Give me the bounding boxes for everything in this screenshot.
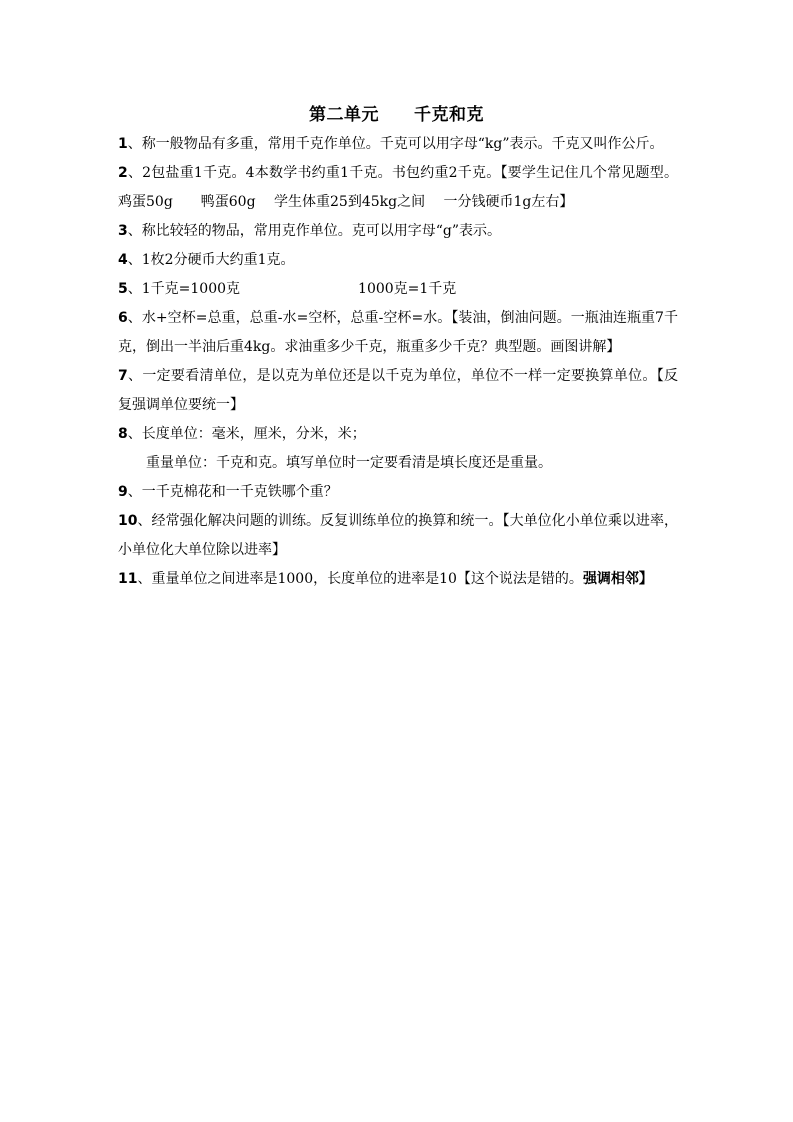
item-number: 10 <box>118 513 138 529</box>
item-text: 、1枚2分硬币大约重1克。 <box>127 252 295 268</box>
item-text: 、一定要看清单位，是以克为单位还是以千克为单位，单位不一样一定要换算单位。【反复强调单位要统一】 <box>118 368 678 413</box>
list-item-11 <box>118 565 678 594</box>
item-number: 5 <box>118 281 128 297</box>
item-text: 、水+空杯=总重，总重-水=空杯，总重-空杯=水。【装油，倒油问题。一瓶油连瓶重7千克，倒出一半油后重4kg。求油重多少千克，瓶重多少千克？典型题。画图讲解】 <box>118 310 678 355</box>
item-number: 9 <box>118 484 128 500</box>
item-number: 2 <box>118 165 128 181</box>
item-text: 、长度单位：毫米，厘米，分米，米； <box>127 426 366 442</box>
list-item-10 <box>118 507 678 565</box>
item-text-emphasis: 强调相邻】 <box>582 571 653 587</box>
item-number: 4 <box>118 252 128 268</box>
page-title: 第二单元 千克和克 <box>309 105 484 125</box>
list-item-7 <box>118 362 678 420</box>
list-item-5 <box>118 275 678 304</box>
item-text: 、一千克棉花和一千克铁哪个重？ <box>127 484 338 500</box>
list-item-8 <box>118 420 678 449</box>
item-number: 1 <box>118 136 128 152</box>
item-text: 、2包盐重1千克。4本数学书约重1千克。书包约重2千克。【要学生记住几个常见题型。鸡蛋50g 鸭蛋60g 学生体重25到45kg之间 一分钱硬币1g左右】 <box>118 165 678 210</box>
notes-list <box>118 130 678 594</box>
item-number: 8 <box>118 426 128 442</box>
item-text: 、称一般物品有多重，常用千克作单位。千克可以用字母“kg”表示。千克又叫作公斤。 <box>127 136 664 152</box>
list-item-8-sub: 重量单位：千克和克。填写单位时一定要看清是填长度还是重量。 <box>146 455 552 471</box>
list-item-4 <box>118 246 678 275</box>
list-item-3 <box>118 217 678 246</box>
item-text-b: 1000克=1千克 <box>358 281 457 297</box>
item-text: 、称比较轻的物品，常用克作单位。克可以用字母“g”表示。 <box>127 223 502 239</box>
item-text: 、重量单位之间进率是1000，长度单位的进率是10【这个说法是错的。 <box>137 571 583 587</box>
list-item-6 <box>118 304 678 362</box>
item-number: 7 <box>118 368 128 384</box>
item-number: 3 <box>118 223 128 239</box>
list-item-1 <box>118 130 678 159</box>
item-number: 6 <box>118 310 128 326</box>
list-item-9 <box>118 478 678 507</box>
item-text-a: 、1千克=1000克 <box>127 281 241 297</box>
item-text: 、经常强化解决问题的训练。反复训练单位的换算和统一。【大单位化小单位乘以进率，小单位化大单位除以进率】 <box>118 513 678 558</box>
list-item-2 <box>118 159 678 217</box>
item-number: 11 <box>118 571 138 587</box>
